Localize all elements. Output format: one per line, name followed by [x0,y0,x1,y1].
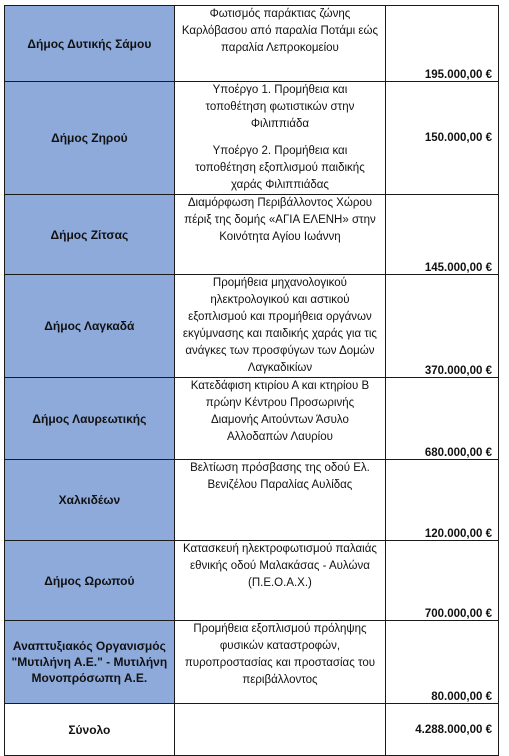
total-empty-cell [174,704,385,756]
municipality-cell: Δήμος Λαγκαδά [5,275,175,378]
amount-cell: 195.000,00 € [386,6,499,82]
project-cell [174,541,385,621]
municipality-cell: Αναπτυξιακός Οργανισμός "Μυτιλήνη Α.Ε." - Μυτιλήνη Μονοπρόσωπη Α.Ε. [5,621,175,704]
project-cell [174,82,385,195]
grants-table-body [5,6,499,756]
table-row [5,541,499,621]
project-cell [174,378,385,460]
amount-cell: 370.000,00 € [386,275,499,378]
amount-cell: 680.000,00 € [386,378,499,460]
municipality-cell: Δήμος Ζίτσας [5,195,175,275]
project-text: Προμήθεια μηχανολογικού ηλεκτρολογικού και αστικού εξοπλισμού και προμήθεια οργάνων εκγύμνασης και παιδικής χαράς για τις ανάγκες των προσφύγων των Δομών Λαγκαδικίων [182,277,377,374]
total-row [5,704,499,756]
project-cell [174,621,385,704]
project-cell [174,275,385,378]
table-row [5,195,499,275]
municipality-cell: Χαλκιδέων [5,460,175,541]
project-text: Κατεδάφιση κτιρίου Α και κτηρίου Β πρώην Κέντρου Προσωρινής Διαμονής Αιτούντων Άσυλο Αλλοδαπών Λαυρίου [190,380,370,443]
project-text: Φωτισμός παράκτιας ζώνης Καρλόβασου από παραλία Ποτάμι εώς παραλία Λεπροκομείου [181,8,379,54]
table-row [5,275,499,378]
project-text: Υποέργο 1. Προμήθεια και τοποθέτηση φωτιστικών στην Φιλιππιάδα [205,84,355,130]
amount-cell: 150.000,00 € [386,82,499,195]
amount-cell: 145.000,00 € [386,195,499,275]
grants-table-container [4,5,499,756]
table-row [5,82,499,195]
amount-cell: 700.000,00 € [386,541,499,621]
amount-cell: 80.000,00 € [386,621,499,704]
total-amount: 4.288.000,00 € [386,704,499,756]
table-row [5,621,499,704]
project-text: Υποέργο 2. Προμήθεια και τοποθέτηση εξοπλισμού παιδικής χαράς Φιλιππιάδας [195,145,365,191]
municipality-cell: Δήμος Λαυρεωτικής [5,378,175,460]
project-cell [174,195,385,275]
municipality-cell: Δήμος Ζηρού [5,82,175,195]
total-label: Σύνολο [5,704,175,756]
grants-table [4,5,499,756]
project-cell [174,6,385,82]
project-text: Προμήθεια εξοπλισμού πρόληψης φυσικών καταστροφών, πυροπροστασίας και προστασίας του περιβάλλοντος [184,623,376,686]
project-text: Κατασκευή ηλεκτροφωτισμού παλαιάς εθνικής οδού Μαλακάσας - Αυλώνα (Π.Ε.Ο.Α.Χ.) [182,543,377,589]
table-row [5,378,499,460]
table-row [5,6,499,82]
project-text: Βελτίωση πρόσβασης της οδού Ελ. Βενιζέλου Παραλίας Αυλίδας [190,462,370,491]
project-text: Διαμόρφωση Περιβάλλοντος Χώρου πέριξ της δομής «ΑΓΙΑ ΕΛΕΝΗ» στην Κοινότητα Αγίου Ιωάννη [184,197,376,243]
municipality-cell: Δήμος Ωρωπού [5,541,175,621]
municipality-cell: Δήμος Δυτικής Σάμου [5,6,175,82]
project-cell [174,460,385,541]
table-row [5,460,499,541]
amount-cell: 120.000,00 € [386,460,499,541]
